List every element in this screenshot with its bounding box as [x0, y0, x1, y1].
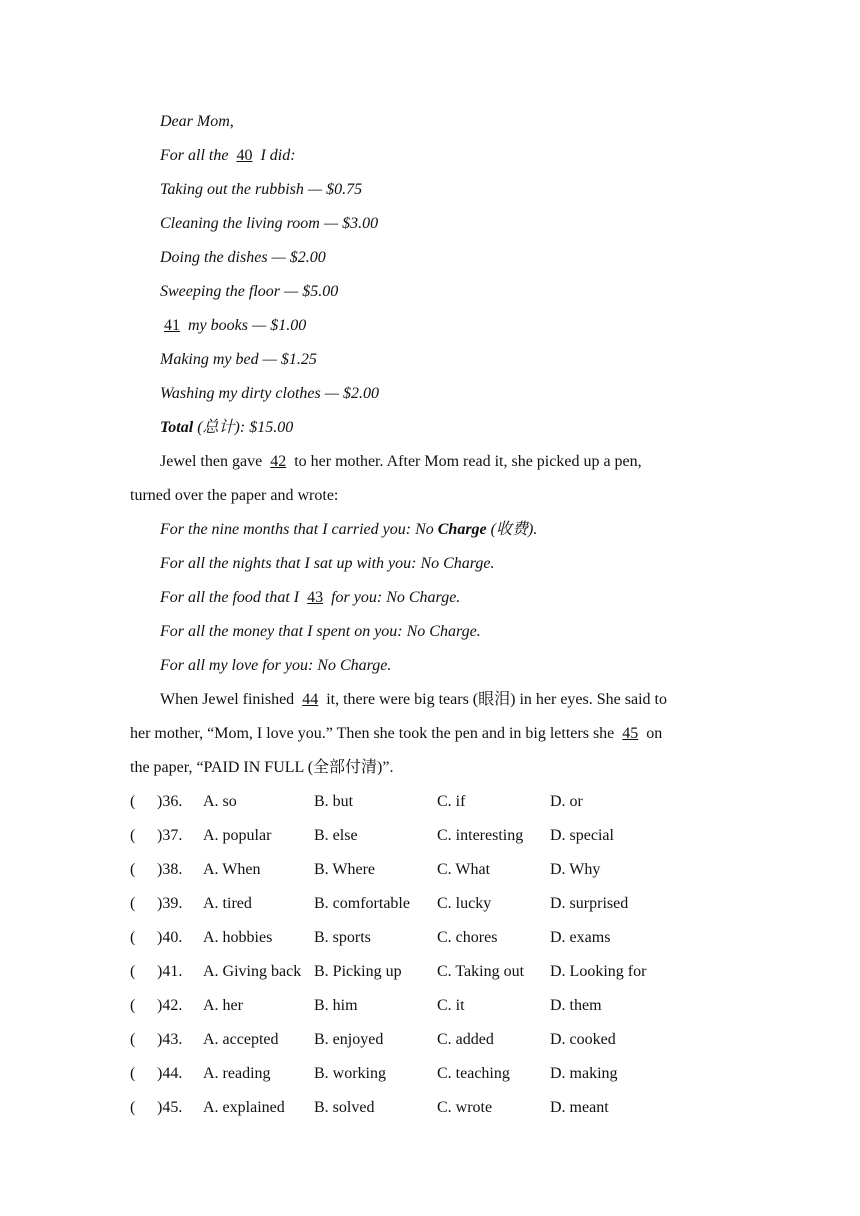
narrative-line: turned over the paper and wrote:: [130, 487, 339, 504]
blank-40: 40: [236, 147, 253, 164]
question-37: ( )37. A. popular B. else C. interesting D. special: [130, 819, 770, 853]
blank-41: 41: [164, 317, 180, 334]
letter-total: Total (总计): $15.00: [160, 419, 294, 436]
question-41: ( )41. A. Giving back B. Picking up C. Taking out D. Looking for: [130, 955, 770, 989]
option-c: C. lucky: [437, 895, 492, 912]
reply-line: For all the food that I 43 for you: No Charge.: [160, 589, 461, 606]
letter-item: Washing my dirty clothes — $2.00: [160, 385, 379, 402]
option-c: C. Taking out: [437, 963, 525, 980]
option-b: B. enjoyed: [314, 1031, 384, 1048]
blank-45: 45: [622, 725, 639, 742]
letter-item: Doing the dishes — $2.00: [160, 249, 326, 266]
option-c: C. wrote: [437, 1099, 493, 1116]
question-45: ( )45. A. explained B. solved C. wrote D. meant: [130, 1091, 770, 1125]
reply-line: For all my love for you: No Charge.: [160, 657, 392, 674]
option-d: D. exams: [550, 929, 611, 946]
option-d: D. surprised: [550, 895, 629, 912]
blank-43: 43: [307, 589, 324, 606]
option-d: D. special: [550, 827, 614, 844]
question-39: ( )39. A. tired B. comfortable C. lucky D. surprised: [130, 887, 770, 921]
option-d: D. or: [550, 793, 583, 810]
option-b: B. Where: [314, 861, 376, 878]
question-40: ( )40. A. hobbies B. sports C. chores D. exams: [130, 921, 770, 955]
option-a: A. explained: [203, 1099, 285, 1116]
option-b: B. working: [314, 1065, 386, 1082]
narrative-line: her mother, “Mom, I love you.” Then she took the pen and in big letters she 45 on: [130, 725, 663, 742]
narrative-line: the paper, “PAID IN FULL (全部付清)”.: [130, 759, 394, 776]
option-c: C. if: [437, 793, 466, 810]
question-38: ( )38. A. When B. Where C. What D. Why: [130, 853, 770, 887]
option-b: B. sports: [314, 929, 371, 946]
letter-item: 41 my books — $1.00: [160, 309, 306, 343]
option-d: D. cooked: [550, 1031, 616, 1048]
option-b: B. comfortable: [314, 895, 410, 912]
question-36: ( )36. A. so B. but C. if D. or: [130, 785, 770, 819]
option-a: A. popular: [203, 827, 272, 844]
option-d: D. meant: [550, 1099, 609, 1116]
option-a: A. Giving back: [203, 963, 302, 980]
letter-item: Making my bed — $1.25: [160, 351, 317, 368]
letter-item: Taking out the rubbish — $0.75: [160, 181, 363, 198]
option-a: A. When: [203, 861, 261, 878]
blank-44: 44: [302, 691, 319, 708]
option-c: C. teaching: [437, 1065, 510, 1082]
option-d: D. making: [550, 1065, 618, 1082]
option-b: B. solved: [314, 1099, 375, 1116]
narrative-line: Jewel then gave 42 to her mother. After Mom read it, she picked up a pen,: [160, 453, 642, 470]
letter-item: Cleaning the living room — $3.00: [160, 215, 379, 232]
reply-line: For all the money that I spent on you: No Charge.: [160, 623, 481, 640]
narrative-line: When Jewel finished 44 it, there were big tears (眼泪) in her eyes. She said to: [160, 691, 667, 708]
option-b: B. Picking up: [314, 963, 402, 980]
letter-item: Sweeping the floor — $5.00: [160, 283, 339, 300]
option-d: D. them: [550, 997, 602, 1014]
reply-line: For all the nights that I sat up with you: No Charge.: [160, 555, 495, 572]
option-d: D. Looking for: [550, 963, 647, 980]
option-d: D. Why: [550, 861, 601, 878]
option-b: B. but: [314, 793, 354, 810]
blank-42: 42: [270, 453, 287, 470]
option-a: A. tired: [203, 895, 252, 912]
question-44: ( )44. A. reading B. working C. teaching D. making: [130, 1057, 770, 1091]
option-b: B. him: [314, 997, 358, 1014]
option-c: C. added: [437, 1031, 494, 1048]
question-43: ( )43. A. accepted B. enjoyed C. added D. cooked: [130, 1023, 770, 1057]
option-a: A. accepted: [203, 1031, 279, 1048]
option-a: A. so: [203, 793, 237, 810]
reply-line: For the nine months that I carried you: No Charge (收费).: [160, 521, 538, 538]
letter-greeting: Dear Mom,: [160, 113, 234, 130]
option-a: A. reading: [203, 1065, 271, 1082]
question-42: ( )42. A. her B. him C. it D. them: [130, 989, 770, 1023]
option-c: C. it: [437, 997, 465, 1014]
option-c: C. chores: [437, 929, 498, 946]
option-b: B. else: [314, 827, 358, 844]
letter-line-intro: For all the 40 I did:: [160, 147, 296, 164]
option-c: C. interesting: [437, 827, 524, 844]
option-c: C. What: [437, 861, 491, 878]
option-a: A. her: [203, 997, 243, 1014]
option-a: A. hobbies: [203, 929, 273, 946]
